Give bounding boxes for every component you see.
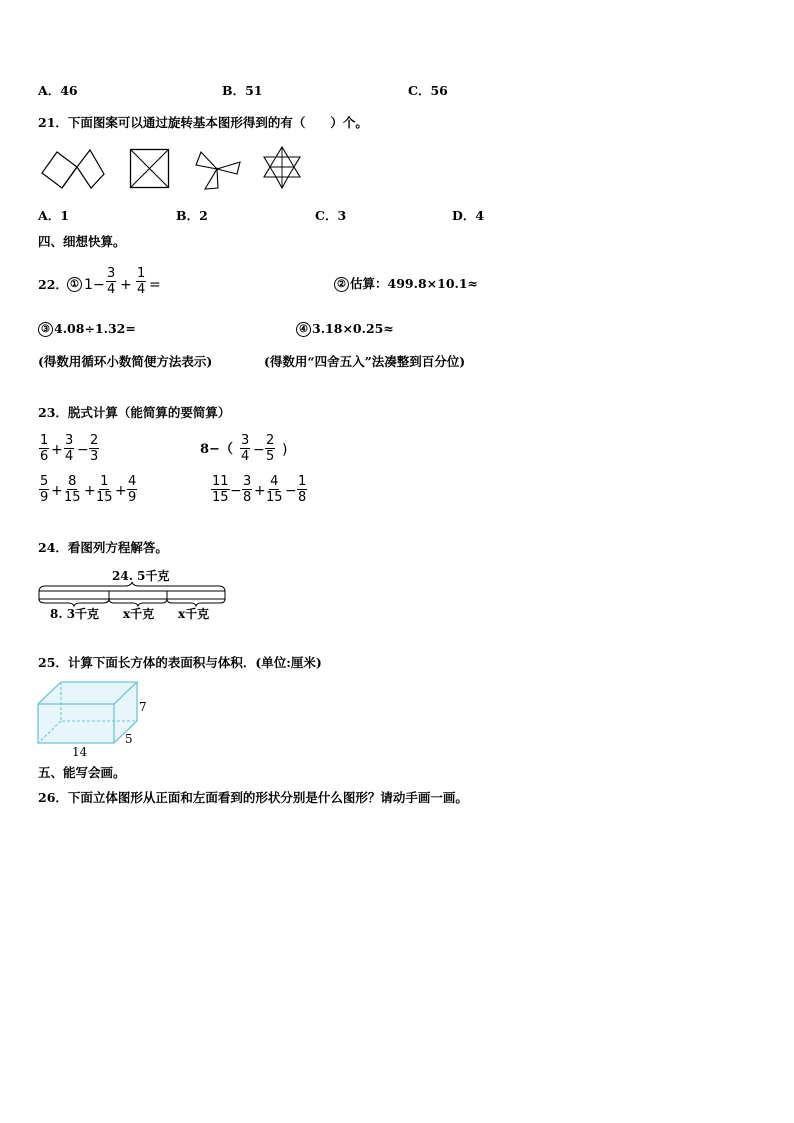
section-4-heading: 四、细想快算。 (38, 234, 126, 249)
cuboid-length-label: 14 (72, 745, 88, 759)
section-5-heading: 五、能写会画。 (38, 765, 126, 780)
q24-part2-label: x千克 (123, 607, 155, 621)
q20-option-a: A．46 (38, 83, 78, 98)
fraction: $\frac{5}{9}$ (40, 474, 49, 505)
q22-note-right: (得数用“四舍五入”法凑整到百分位) (264, 354, 466, 369)
plus-sign: + (84, 483, 96, 499)
fraction: $\frac{1}{15}$ (96, 474, 113, 505)
pinwheel-squares-figure (41, 146, 105, 190)
q24-part3-label: x千克 (178, 607, 210, 621)
q21-option-c: C．3 (315, 208, 347, 223)
fraction: $\frac{1}{8}$ (298, 474, 307, 505)
fraction: $\frac{2}{3}$ (90, 433, 99, 464)
q21-option-b: B．2 (176, 208, 208, 223)
q22-part4: ④ 3.18×0.25≈ (296, 321, 394, 337)
q22-part2: ② 估算：499.8×10.1≈ (334, 276, 478, 292)
six-point-star-figure (259, 146, 305, 190)
fraction: $\frac{3}{8}$ (243, 474, 252, 505)
q22-part3: ③ 4.08÷1.32= (38, 321, 136, 337)
q21-option-d: D．4 (452, 208, 485, 223)
q24-part1-label: 8. 3千克 (50, 607, 100, 621)
cuboid-height-label: 7 (139, 700, 147, 714)
fraction: $\frac{8}{15}$ (64, 474, 81, 505)
q20-option-c: C．56 (408, 83, 448, 98)
plus-sign: + (115, 483, 127, 499)
fraction: $\frac{3}{4}$ (65, 433, 74, 464)
equals-sign: = (149, 277, 161, 293)
fraction: $\frac{1}{6}$ (40, 433, 49, 464)
plus-sign: + (51, 483, 63, 499)
plus-sign: + (120, 277, 132, 293)
q22-number: 22． (38, 277, 68, 292)
q21-option-a: A．1 (38, 208, 69, 223)
q25-stem: 25．计算下面长方体的表面积与体积．(单位:厘米) (38, 655, 322, 670)
square-with-diagonals-figure (130, 149, 170, 189)
plus-sign: + (51, 442, 63, 458)
q20-option-b: B．51 (222, 83, 263, 98)
fraction: $\frac{4}{9}$ (128, 474, 137, 505)
q22-part1-label: ① (67, 276, 83, 292)
minus-sign: − (230, 483, 242, 499)
cuboid-width-label: 5 (125, 732, 133, 746)
fraction: $\frac{3}{4}$ (241, 433, 250, 464)
fraction: $\frac{3}{4}$ (107, 266, 116, 297)
fraction: $\frac{11}{15}$ (212, 474, 229, 505)
fraction: $\frac{1}{4}$ (137, 266, 146, 297)
minus-sign: − (77, 442, 89, 458)
close-paren: ) (282, 442, 288, 458)
q24-total-label: 24. 5千克 (112, 569, 170, 583)
q24-stem: 24．看图列方程解答。 (38, 540, 168, 555)
q26-stem: 26．下面立体图形从正面和左面看到的形状分别是什么图形？请动手画一画。 (38, 790, 468, 805)
q22-part1-lead: 1 (84, 277, 93, 293)
minus-sign: − (285, 483, 297, 499)
minus-sign: − (93, 277, 105, 293)
q21-stem: 21．下面图案可以通过旋转基本图形得到的有（ ）个。 (38, 115, 368, 130)
q23-e2-lead: 8−（ (200, 442, 233, 457)
minus-sign: − (253, 442, 265, 458)
triangle-pinwheel-figure (195, 148, 243, 192)
q22-note-left: (得数用循环小数简便方法表示) (38, 354, 213, 369)
fraction: $\frac{2}{5}$ (266, 433, 275, 464)
fraction: $\frac{4}{15}$ (266, 474, 283, 505)
q23-stem: 23．脱式计算（能简算的要简算） (38, 405, 231, 420)
plus-sign: + (254, 483, 266, 499)
